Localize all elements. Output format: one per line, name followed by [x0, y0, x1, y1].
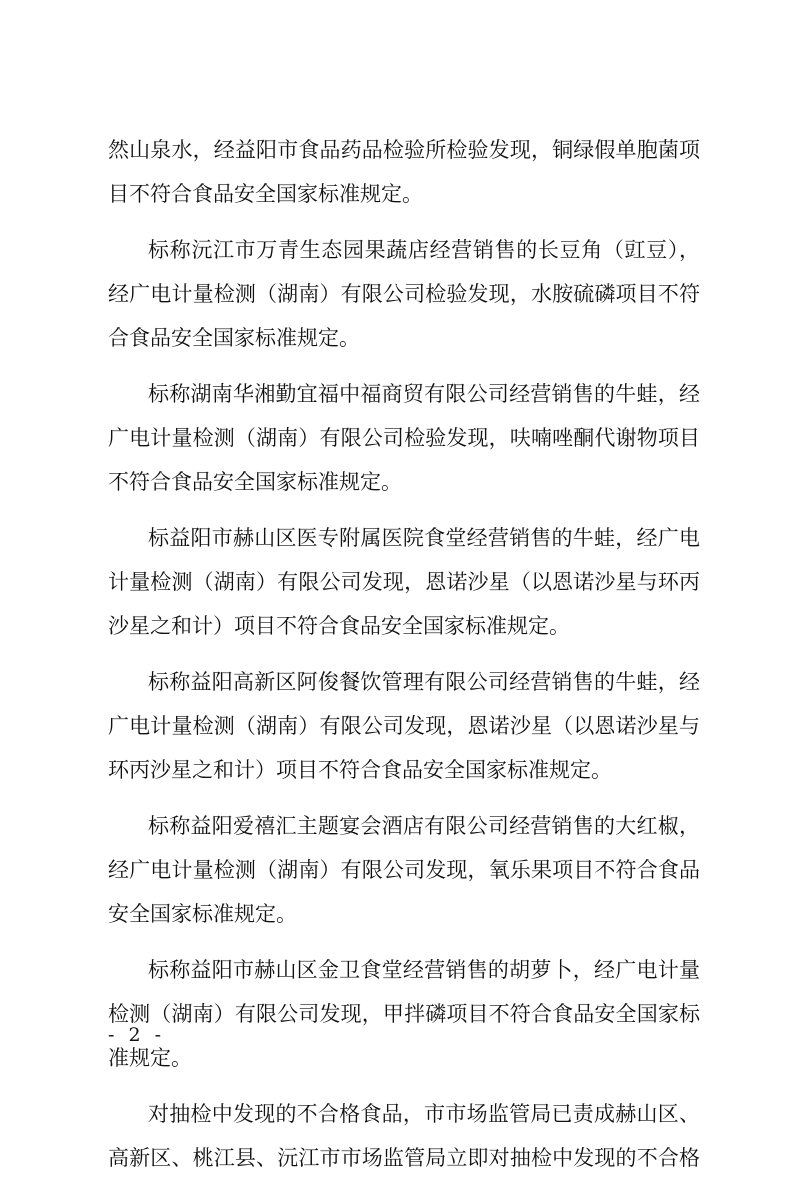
text-line: 标称湖南华湘勤宜福中福商贸有限公司经营销售的牛蛙，经: [148, 382, 700, 406]
text-line: 检测（湖南）有限公司发现，甲拌磷项目不符合食品安全国家标: [108, 1002, 700, 1026]
paragraph-gap: [108, 504, 700, 516]
text-line: 经广电计量检测（湖南）有限公司发现，氧乐果项目不符合食品: [108, 858, 700, 882]
paragraph-gap: [108, 648, 700, 660]
paragraph-gap: [108, 936, 700, 948]
text-line: 广电计量检测（湖南）有限公司检验发现，呋喃唑酮代谢物项目: [108, 426, 700, 450]
text-line: 经广电计量检测（湖南）有限公司检验发现，水胺硫磷项目不符: [108, 282, 700, 306]
paragraph-gap: [108, 216, 700, 228]
paragraph-gap: [108, 792, 700, 804]
text-line: 标称沅江市万青生态园果蔬店经营销售的长豆角（豇豆），: [148, 238, 700, 262]
text-line: 目不符合食品安全国家标准规定。: [108, 182, 423, 206]
text-line: 环丙沙星之和计）项目不符合食品安全国家标准规定。: [108, 758, 612, 782]
text-line: 高新区、桃江县、沅江市市场监管局立即对抽检中发现的不合格: [108, 1146, 700, 1170]
text-line: 然山泉水，经益阳市食品药品检验所检验发现，铜绿假单胞菌项: [108, 138, 700, 162]
text-line: 准规定。: [108, 1046, 192, 1070]
text-line: 合食品安全国家标准规定。: [108, 326, 360, 350]
text-line: 标称益阳高新区阿俊餐饮管理有限公司经营销售的牛蛙，经: [148, 670, 700, 694]
text-line: 标称益阳市赫山区金卫食堂经营销售的胡萝卜，经广电计量: [148, 958, 700, 982]
text-line: 标称益阳爱禧汇主题宴会酒店有限公司经营销售的大红椒，: [148, 814, 700, 838]
text-line: 计量检测（湖南）有限公司发现，恩诺沙星（以恩诺沙星与环丙: [108, 570, 700, 594]
text-line: 对抽检中发现的不合格食品，市市场监管局已责成赫山区、: [148, 1102, 700, 1126]
text-line: 安全国家标准规定。: [108, 902, 297, 926]
document-body: [108, 128, 700, 1180]
paragraph-gap: [108, 1080, 700, 1092]
text-line: 不符合食品安全国家标准规定。: [108, 470, 402, 494]
paragraph-gap: [108, 360, 700, 372]
page-number: - 2 -: [108, 1024, 166, 1046]
text-line: 广电计量检测（湖南）有限公司发现，恩诺沙星（以恩诺沙星与: [108, 714, 700, 738]
text-line: 标益阳市赫山区医专附属医院食堂经营销售的牛蛙，经广电: [148, 526, 700, 550]
text-line: 沙星之和计）项目不符合食品安全国家标准规定。: [108, 614, 570, 638]
